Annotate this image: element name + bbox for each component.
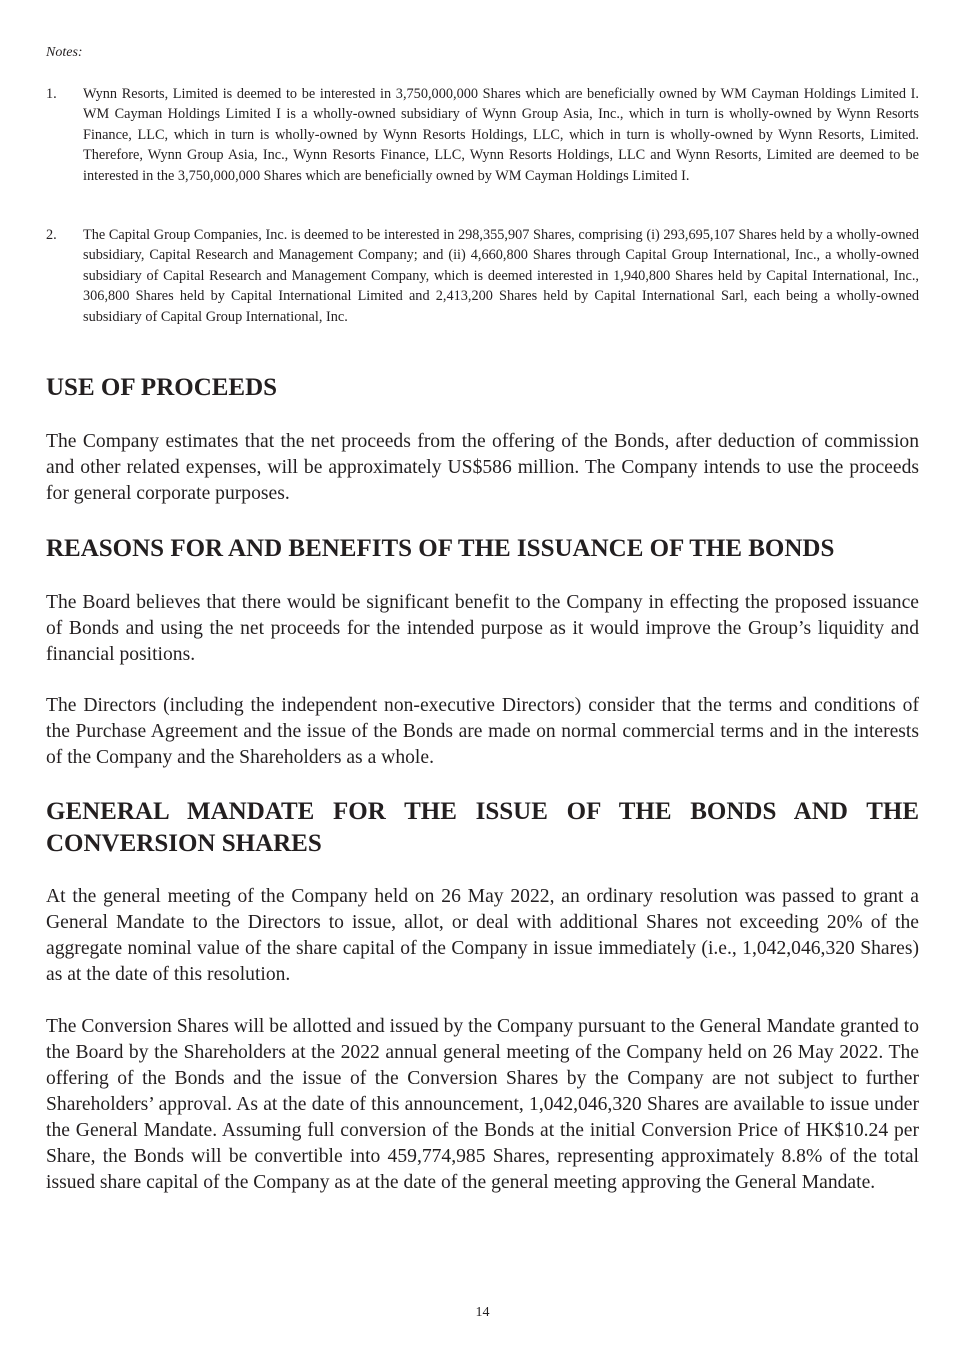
- note-item: [46, 225, 919, 327]
- paragraph: The Conversion Shares will be allotted and issued by the Company pursuant to the General Mandate granted to the Board by the Shareholders at the 2022 annual general meeting of the Company held on 26 May 2022. The offering of the Bonds and the issue of the Conversion Shares by the Company are not subject to further Shareholders’ approval. As at the date of this announcement, 1,042,046,320 Shares are available to issue under the General Mandate. Assuming full conversion of the Bonds at the initial Conversion Price of HK$10.24 per Share, the Bonds will be convertible into 459,774,985 Shares, representing approximately 8.8% of the total issued share capital of the Company as at the date of the general meeting approving the General Mandate.: [46, 1016, 919, 1193]
- paragraph: At the general meeting of the Company held on 26 May 2022, an ordinary resolution was passed to grant a General Mandate to the Directors to issue, allot, or deal with additional Shares not exceeding 20% of the aggregate nominal value of the share capital of the Company in issue immediately (i.e., 1,042,046,320 Shares) as at the date of this resolution.: [46, 886, 919, 985]
- section-heading-general-mandate: GENERAL MANDATE FOR THE ISSUE OF THE BONDS AND THE CONVERSION SHARES: [46, 798, 919, 857]
- note-text: The Capital Group Companies, Inc. is deemed to be interested in 298,355,907 Shares, comprising (i) 293,695,107 Shares held by a wholly-owned subsidiary, Capital Research and Management Company; and (ii) 4,660,800 Shares through Capital Group International, Inc., a wholly-owned subsidiary of Capital Research and Management Company, which is deemed interested in 1,940,800 Shares held by Capital International, Inc., 306,800 Shares held by Capital International Limited and 2,413,200 Shares held by Capital International Sarl, each being a wholly-owned subsidiary of Capital Group International, Inc.: [83, 227, 919, 325]
- note-item: [46, 84, 919, 186]
- paragraph: The Directors (including the independent non-executive Directors) consider that the terms and conditions of the Purchase Agreement and the issue of the Bonds are made on normal commercial terms and in the interests of the Company and the Shareholders as a whole.: [46, 695, 919, 768]
- notes-label: Notes:: [46, 45, 83, 60]
- note-text: Wynn Resorts, Limited is deemed to be interested in 3,750,000,000 Shares which are beneficially owned by WM Cayman Holdings Limited I. WM Cayman Holdings Limited I is a wholly-owned subsidiary of Wynn Group Asia, Inc., which in turn is wholly-owned by Wynn Resorts Finance, LLC, which in turn is wholly-owned by Wynn Resorts Holdings, LLC, which in turn is wholly-owned by Wynn Resorts, Limited. Therefore, Wynn Group Asia, Inc., Wynn Resorts Finance, LLC, Wynn Resorts Holdings, LLC and Wynn Resorts, Limited are deemed to be interested in the 3,750,000,000 Shares which are beneficially owned by WM Cayman Holdings Limited I.: [83, 86, 919, 184]
- paragraph: The Board believes that there would be significant benefit to the Company in effecting the proposed issuance of Bonds and using the net proceeds for the intended purpose as it would improve the Group’s liquidity and financial positions.: [46, 592, 919, 665]
- page-number: 14: [475, 1305, 490, 1320]
- section-heading-use-of-proceeds: USE OF PROCEEDS: [46, 374, 278, 401]
- section-heading-reasons: REASONS FOR AND BENEFITS OF THE ISSUANCE OF THE BONDS: [46, 535, 835, 562]
- note-number: 2.: [46, 227, 57, 243]
- note-number: 1.: [46, 86, 57, 102]
- paragraph: The Company estimates that the net proceeds from the offering of the Bonds, after deduction of commission and other related expenses, will be approximately US$586 million. The Company intends to use the proceeds for general corporate purposes.: [46, 431, 919, 504]
